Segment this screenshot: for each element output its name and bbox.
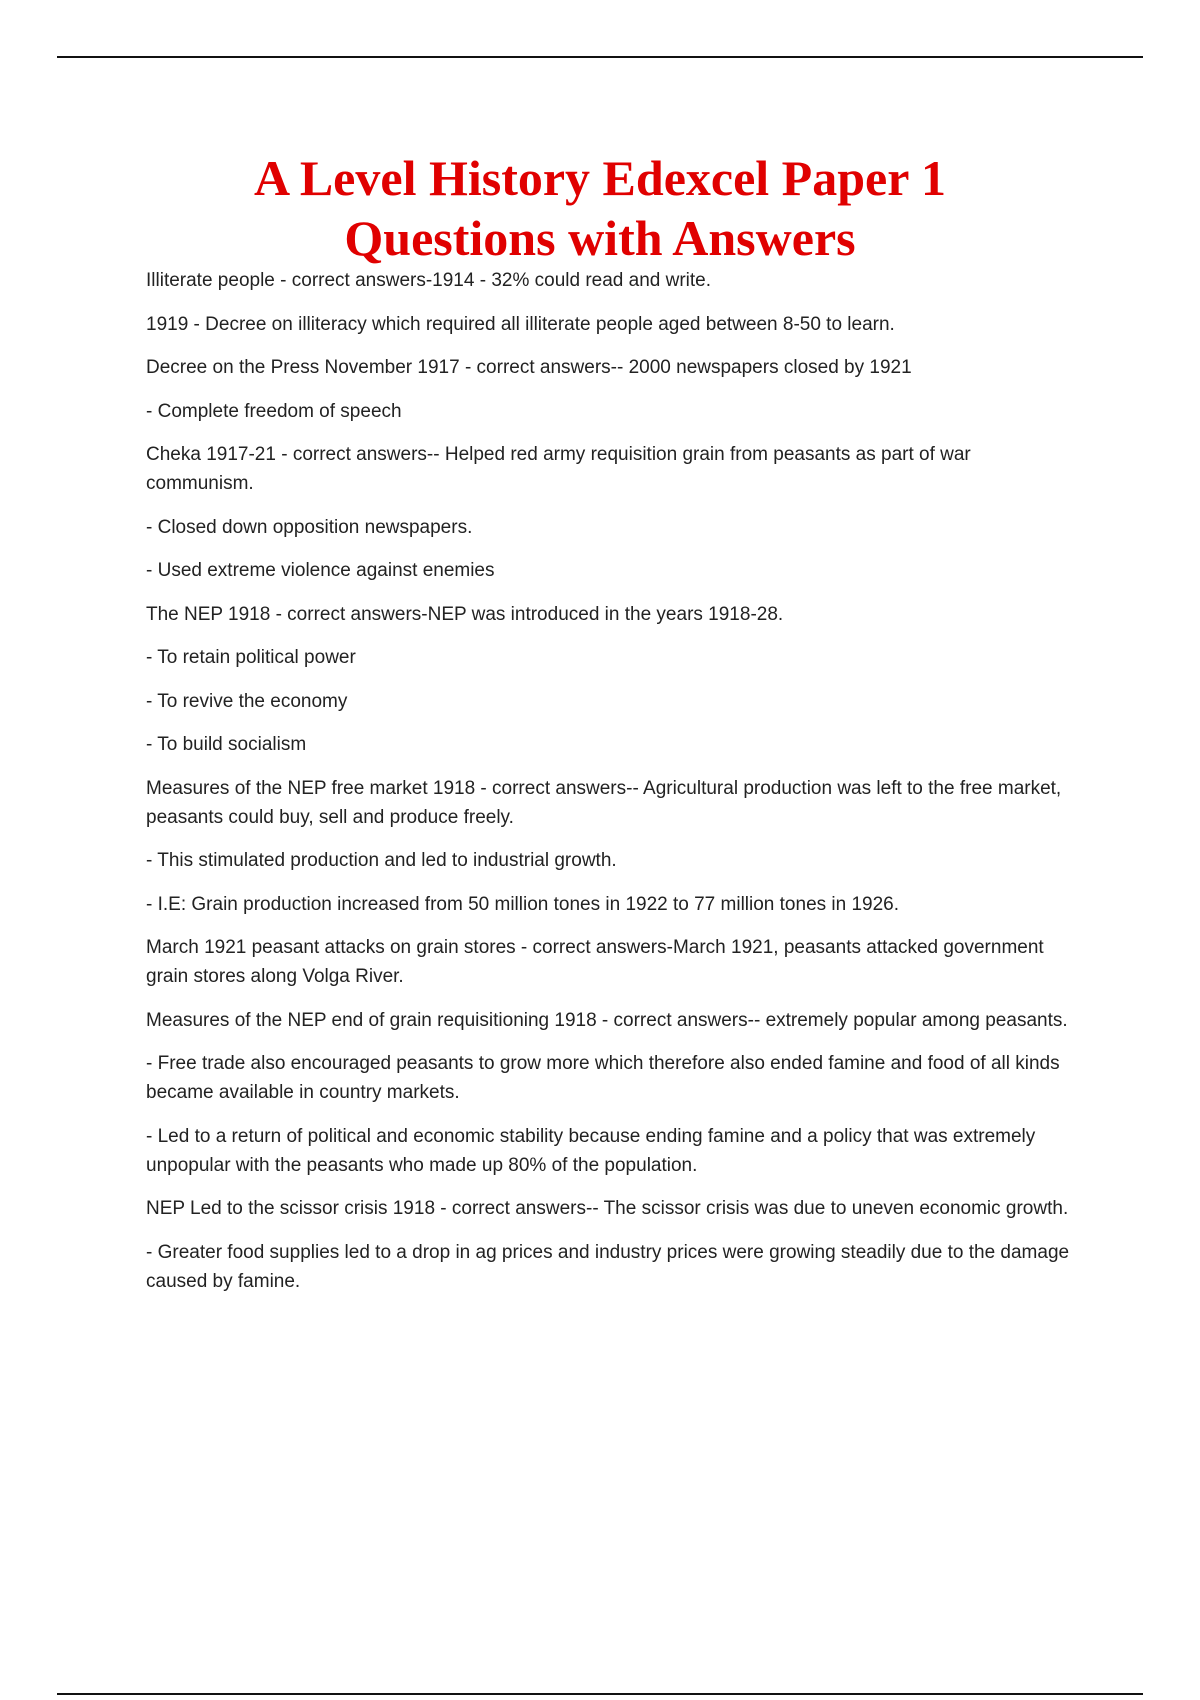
paragraph: - Led to a return of political and economic stability because ending famine and a policy that was extremely unpopular with the peasants who made up 80% of the population. [146, 1125, 1036, 1176]
paragraph: Illiterate people - correct answers-1914 - 32% could read and write. [146, 270, 712, 291]
paragraph: - Free trade also encouraged peasants to grow more which therefore also ended famine and food of all kinds became available in country markets. [146, 1053, 1060, 1103]
paragraph: 1919 - Decree on illiteracy which required all illiterate people aged between 8-50 to learn. [146, 313, 895, 335]
title-line-2: Questions with Answers [344, 210, 856, 266]
bottom-rule [57, 1693, 1143, 1695]
document-body [146, 266, 1081, 1310]
paragraph: - Closed down opposition newspapers. [146, 516, 473, 538]
top-rule [57, 56, 1143, 58]
paragraph: - I.E: Grain production increased from 50 million tones in 1922 to 77 million tones in 1926. [146, 893, 900, 915]
paragraph: - To build socialism [146, 734, 307, 755]
paragraph: - Complete freedom of speech [146, 400, 402, 422]
paragraph: - Used extreme violence against enemies [146, 560, 495, 581]
paragraph: The NEP 1918 - correct answers-NEP was introduced in the years 1918-28. [146, 603, 784, 625]
paragraph: Decree on the Press November 1917 - correct answers-- 2000 newspapers closed by 1921 [146, 357, 912, 378]
paragraph: Measures of the NEP end of grain requisitioning 1918 - correct answers-- extremely popular among peasants. [146, 1009, 1068, 1031]
title-line-1: A Level History Edexcel Paper 1 [253, 150, 947, 206]
paragraph: - To retain political power [146, 647, 356, 668]
paragraph: - To revive the economy [146, 690, 348, 712]
paragraph: NEP Led to the scissor crisis 1918 - correct answers-- The scissor crisis was due to uneven economic growth. [146, 1198, 1069, 1219]
document-title [100, 148, 1100, 268]
paragraph: - Greater food supplies led to a drop in ag prices and industry prices were growing steadily due to the damage caused by famine. [146, 1241, 1070, 1292]
paragraph: Cheka 1917-21 - correct answers-- Helped red army requisition grain from peasants as part of war communism. [146, 444, 971, 494]
paragraph: - This stimulated production and led to industrial growth. [146, 850, 617, 871]
paragraph: March 1921 peasant attacks on grain stores - correct answers-March 1921, peasants attacked government grain stores along Volga River. [146, 937, 1044, 987]
paragraph: Measures of the NEP free market 1918 - correct answers-- Agricultural production was left to the free market, peasants could buy, sell and produce freely. [146, 777, 1062, 828]
